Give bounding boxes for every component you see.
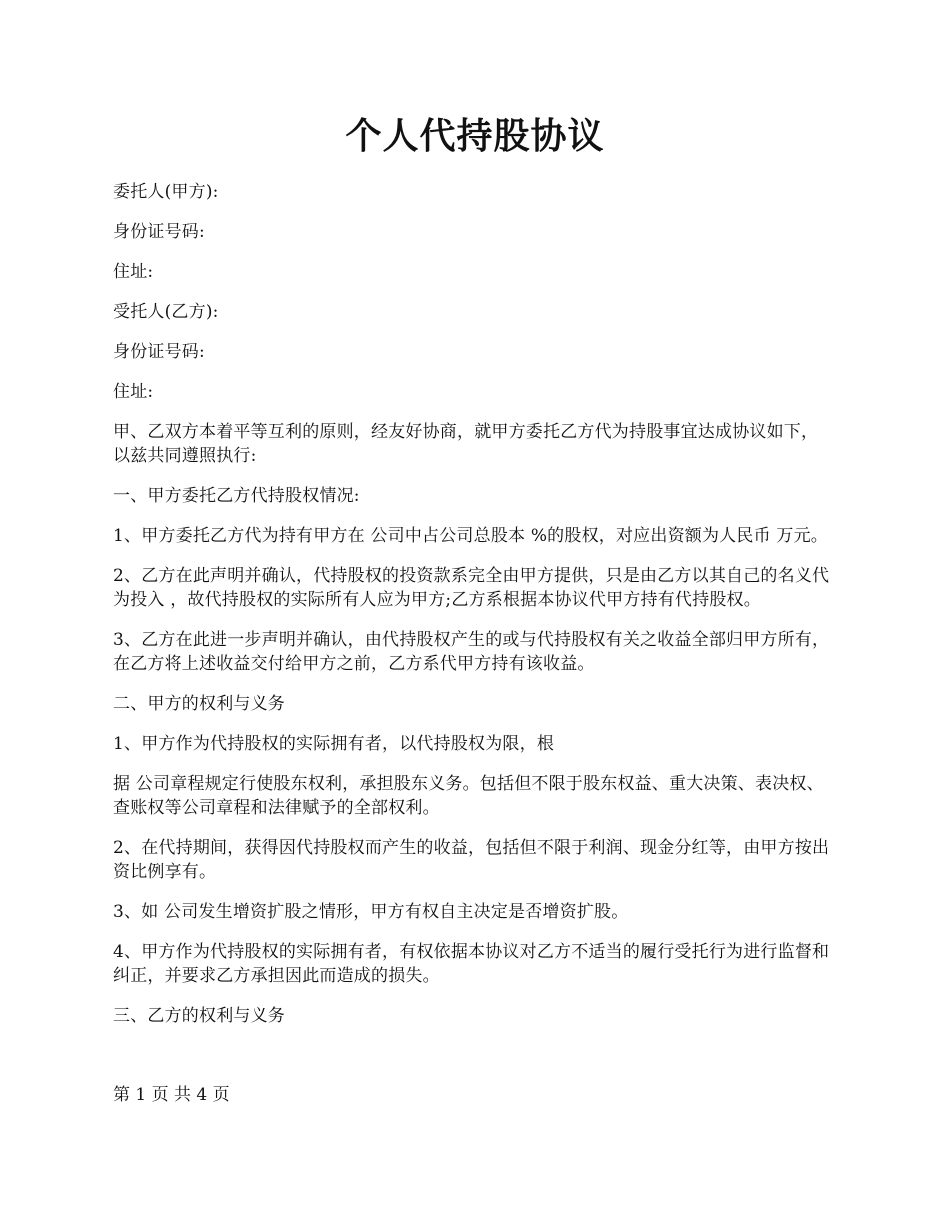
clause-paragraph: 1、甲方委托乙方代为持有甲方在 公司中占公司总股本 %的股权，对应出资额为人民币 万元。 — [113, 526, 828, 546]
principal-id-label: 身份证号码: — [113, 222, 205, 242]
section-heading-2: 二、甲方的权利与义务 — [113, 694, 285, 714]
clause-paragraph: 2、乙方在此声明并确认，代持股权的投资款系完全由甲方提供，只是由乙方以其自己的名义代为投入 ，故代持股权的实际所有人应为甲方;乙方系根据本协议代甲方持有代持股权。 — [113, 566, 830, 610]
principal-address-label: 住址: — [113, 262, 154, 282]
document-title: 个人代持股协议 — [345, 115, 605, 157]
trustee-address-label: 住址: — [113, 382, 154, 402]
clause-paragraph: 1、甲方作为代持股权的实际拥有者，以代持股权为限，根 — [113, 734, 555, 754]
clause-paragraph: 3、如 公司发生增资扩股之情形，甲方有权自主决定是否增资扩股。 — [113, 902, 629, 922]
section-heading-1: 一、甲方委托乙方代持股权情况: — [113, 486, 360, 506]
trustee-id-label: 身份证号码: — [113, 342, 205, 362]
principal-label: 委托人(甲方): — [113, 182, 219, 202]
clause-paragraph: 据 公司章程规定行使股东权利，承担股东义务。包括但不限于股东权益、重大决策、表决权、查账权等公司章程和法律赋予的全部权利。 — [113, 774, 824, 818]
section-heading-3: 三、乙方的权利与义务 — [113, 1006, 285, 1026]
clause-paragraph: 2、在代持期间，获得因代持股权而产生的收益，包括但不限于利润、现金分红等，由甲方按出资比例享有。 — [113, 838, 830, 882]
document-body — [113, 180, 833, 1044]
clause-paragraph: 3、乙方在此进一步声明并确认，由代持股权产生的或与代持股权有关之收益全部归甲方所有，在乙方将上述收益交付给甲方之前，乙方系代甲方持有该收益。 — [113, 630, 830, 674]
page-number-footer: 第 1 页 共 4 页 — [113, 1085, 230, 1105]
preamble-paragraph: 甲、乙双方本着平等互利的原则，经友好协商，就甲方委托乙方代为持股事宜达成协议如下，以兹共同遵照执行: — [113, 422, 819, 466]
clause-paragraph: 4、甲方作为代持股权的实际拥有者，有权依据本协议对乙方不适当的履行受托行为进行监督和纠正，并要求乙方承担因此而造成的损失。 — [113, 942, 830, 986]
trustee-label: 受托人(乙方): — [113, 302, 219, 322]
